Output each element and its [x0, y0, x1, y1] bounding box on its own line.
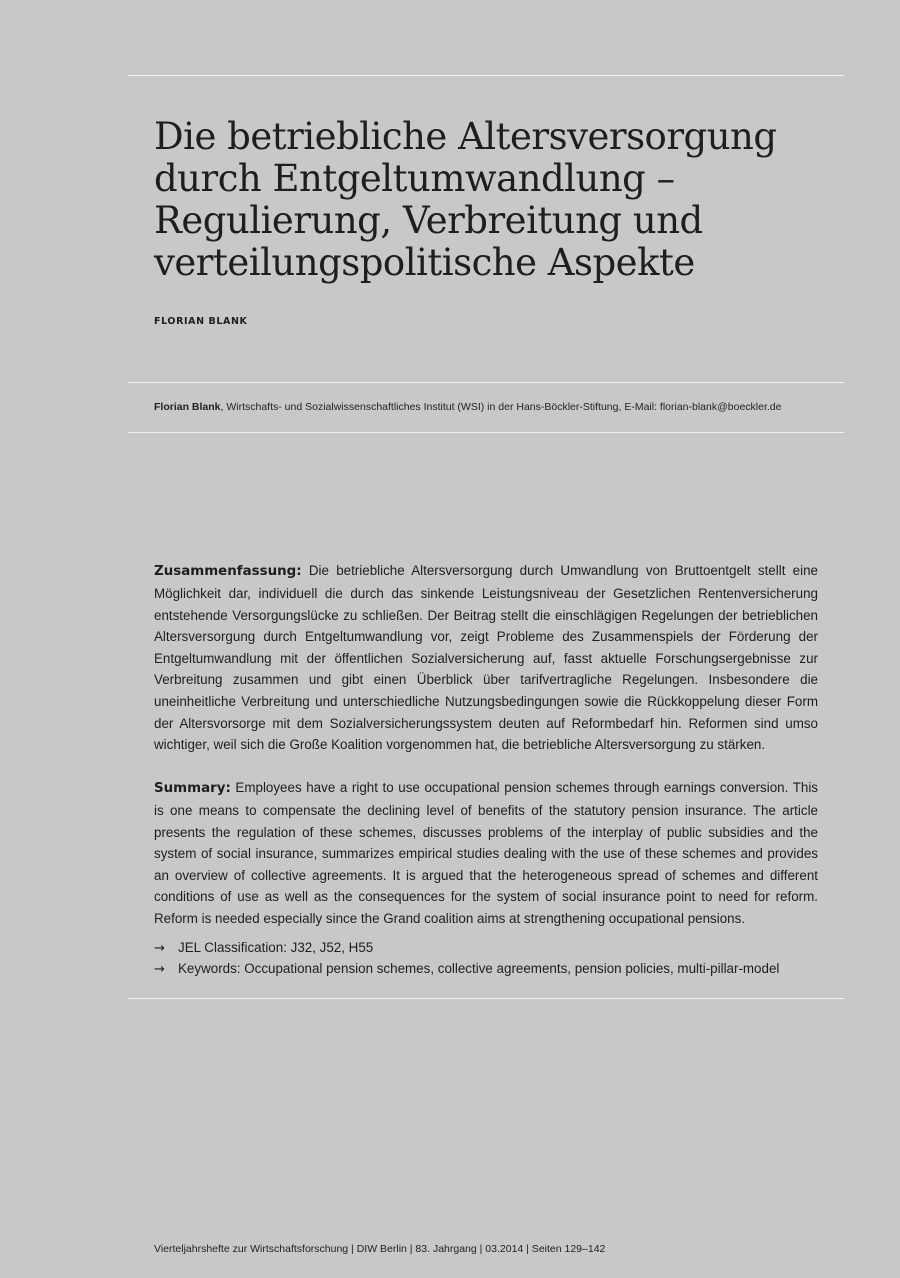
- author-affiliation: [154, 401, 844, 413]
- abstract-english-label: Summary:: [154, 781, 231, 797]
- abstract-english: [154, 777, 818, 929]
- jel-classification: [154, 937, 834, 960]
- journal-footer: Vierteljahrshefte zur Wirtschaftsforschung | DIW Berlin | 83. Jahrgang | 03.2014 | Seiten 129–142: [154, 1243, 606, 1255]
- affiliation-bottom-divider: [128, 432, 844, 433]
- title-line: verteilungspolitische Aspekte: [154, 241, 695, 284]
- article-title: [154, 116, 834, 284]
- bottom-divider: [128, 998, 844, 999]
- abstract-german-label: Zusammenfassung:: [154, 564, 302, 580]
- affiliation-top-divider: [128, 382, 844, 383]
- arrow-right-icon: →: [154, 962, 165, 977]
- affiliation-details: , Wirtschafts- und Sozialwissenschaftliches Institut (WSI) in der Hans-Böckler-Stiftung, E-Mail: florian-blank@boeckler.de: [220, 401, 782, 413]
- top-divider: [128, 75, 844, 76]
- abstract-english-text: Employees have a right to use occupational pension schemes through earnings conversion. This is one means to compensate the declining level of benefits of the statutory pension insurance. The article presents the regulation of these schemes, discusses problems of the interplay of public subsidies and the system of social insurance, summarizes empirical studies dealing with the use of these schemes and provides an overview of collective agreements. It is argued that the heterogeneous spread of schemes and different conditions of use as well as the consequences for the system of social insurance point to need for reform. Reform is needed especially since the Grand coalition aims at strengthening occupational pensions.: [154, 780, 818, 926]
- keywords-text: Keywords: Occupational pension schemes, collective agreements, pension policies, multi-pillar-model: [178, 961, 780, 976]
- keywords: [154, 958, 834, 981]
- title-line: Die betriebliche Altersversorgung: [154, 115, 777, 158]
- abstract-german: [154, 560, 818, 755]
- abstract-german-text: Die betriebliche Altersversorgung durch Umwandlung von Bruttoentgelt stellt eine Möglichkeit dar, individuell die durch das sinkende Leistungsniveau der Gesetzlichen Rentenversicherung entstehende Versorgungslücke zu schließen. Der Beitrag stellt die einschlägigen Regelungen der betrieblichen Altersversorgung durch Entgeltumwandlung vor, zeigt Probleme des Zusammenspiels der Förderung der Entgeltumwandlung mit der öffentlichen Sozialversicherung auf, fasst aktuelle Forschungsergebnisse zur Verbreitung zusammen und gibt einen Überblick über tarifvertragliche Regelungen. Insbesondere die uneinheitliche Verbreitung und unterschiedliche Nutzungsbedingungen sowie die Rückkoppelung dieser Form der Altersvorsorge mit dem Sozialversicherungssystem deuten auf Reformbedarf hin. Reformen sind umso wichtiger, weil sich die Große Koalition vorgenommen hat, die betriebliche Altersversorgung zu stärken.: [154, 563, 818, 753]
- author-name: FLORIAN BLANK: [154, 316, 248, 327]
- title-line: durch Entgeltumwandlung –: [154, 157, 675, 200]
- jel-text: JEL Classification: J32, J52, H55: [178, 940, 374, 955]
- affiliation-author-name: Florian Blank: [154, 401, 221, 413]
- title-line: Regulierung, Verbreitung und: [154, 199, 703, 242]
- arrow-right-icon: →: [154, 941, 165, 956]
